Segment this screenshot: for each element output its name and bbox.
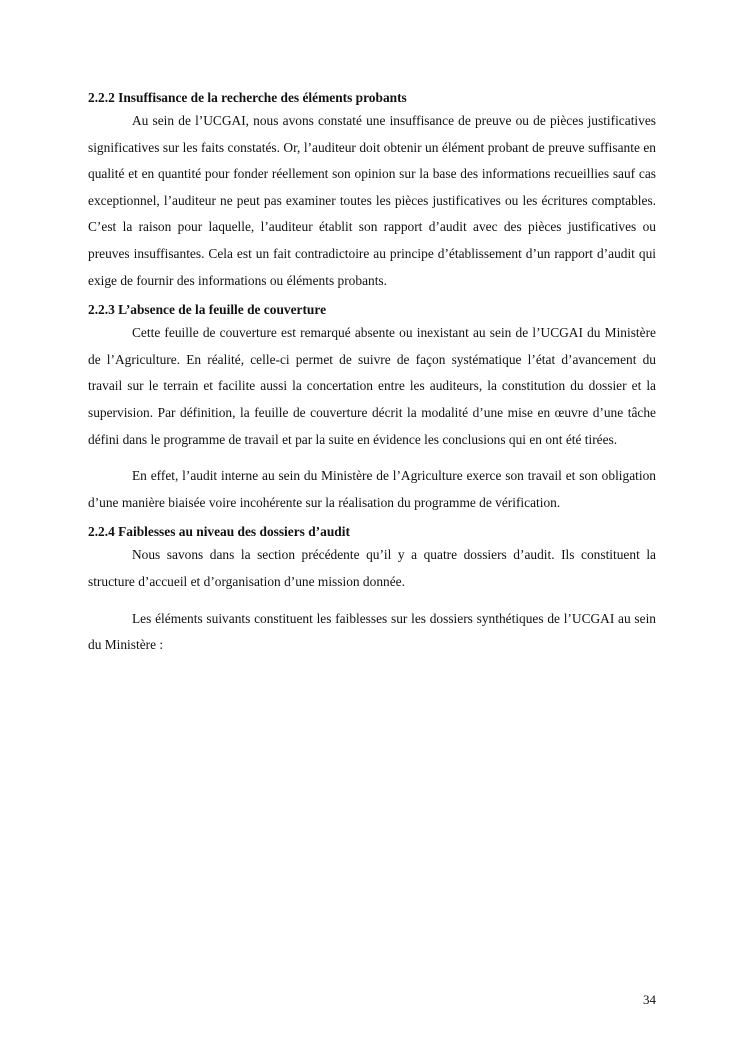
paragraph: Cette feuille de couverture est remarqué absente ou inexistant au sein de l’UCGAI du Ministère de l’Agriculture. En réalité, celle-ci permet de suivre de façon systématique l’état d’avancement du travail sur le terrain et facilite aussi la concertation entre les auditeurs, la constitution du dossier et la supervision. Par définition, la feuille de couverture décrit la modalité d’une mise en œuvre d’une tâche défini dans le programme de travail et par la suite en évidence les conclusions qui en ont été tirées. xyxy=(88,325,656,447)
page-number: 34 xyxy=(643,992,656,1007)
paragraph: Au sein de l’UCGAI, nous avons constaté une insuffisance de preuve ou de pièces justificatives significatives sur les faits constatés. Or, l’auditeur doit obtenir un élément probant de preuve suffisante en qualité et en quantité pour fonder réellement son opinion sur la base des informations recueillies sauf cas exceptionnel, l’auditeur ne peut pas examiner toutes les pièces justificatives ou les écritures comptables. C’est la raison pour laquelle, l’auditeur établit son rapport d’audit avec des pièces justificatives ou preuves insuffisantes. Cela est un fait contradictoire au principe d’établissement d’un rapport d’audit qui exige de fournir des informations ou éléments probants. xyxy=(88,113,656,288)
section-heading-2-2-2: 2.2.2 Insuffisance de la recherche des éléments probants xyxy=(88,90,407,105)
section-heading-2-2-4: 2.2.4 Faiblesses au niveau des dossiers d’audit xyxy=(88,524,350,540)
section-heading-2-2-3: 2.2.3 L’absence de la feuille de couverture xyxy=(88,302,327,318)
document-page xyxy=(88,88,656,659)
paragraph: En effet, l’audit interne au sein du Ministère de l’Agriculture exerce son travail et son obligation d’une manière biaisée voire incohérente sur la réalisation du programme de vérification. xyxy=(88,468,656,510)
paragraph: Nous savons dans la section précédente qu’il y a quatre dossiers d’audit. Ils constituent la structure d’accueil et d’organisation d’une mission donnée. xyxy=(88,547,656,589)
paragraph: Les éléments suivants constituent les faiblesses sur les dossiers synthétiques de l’UCGAI au sein du Ministère : xyxy=(88,610,656,653)
